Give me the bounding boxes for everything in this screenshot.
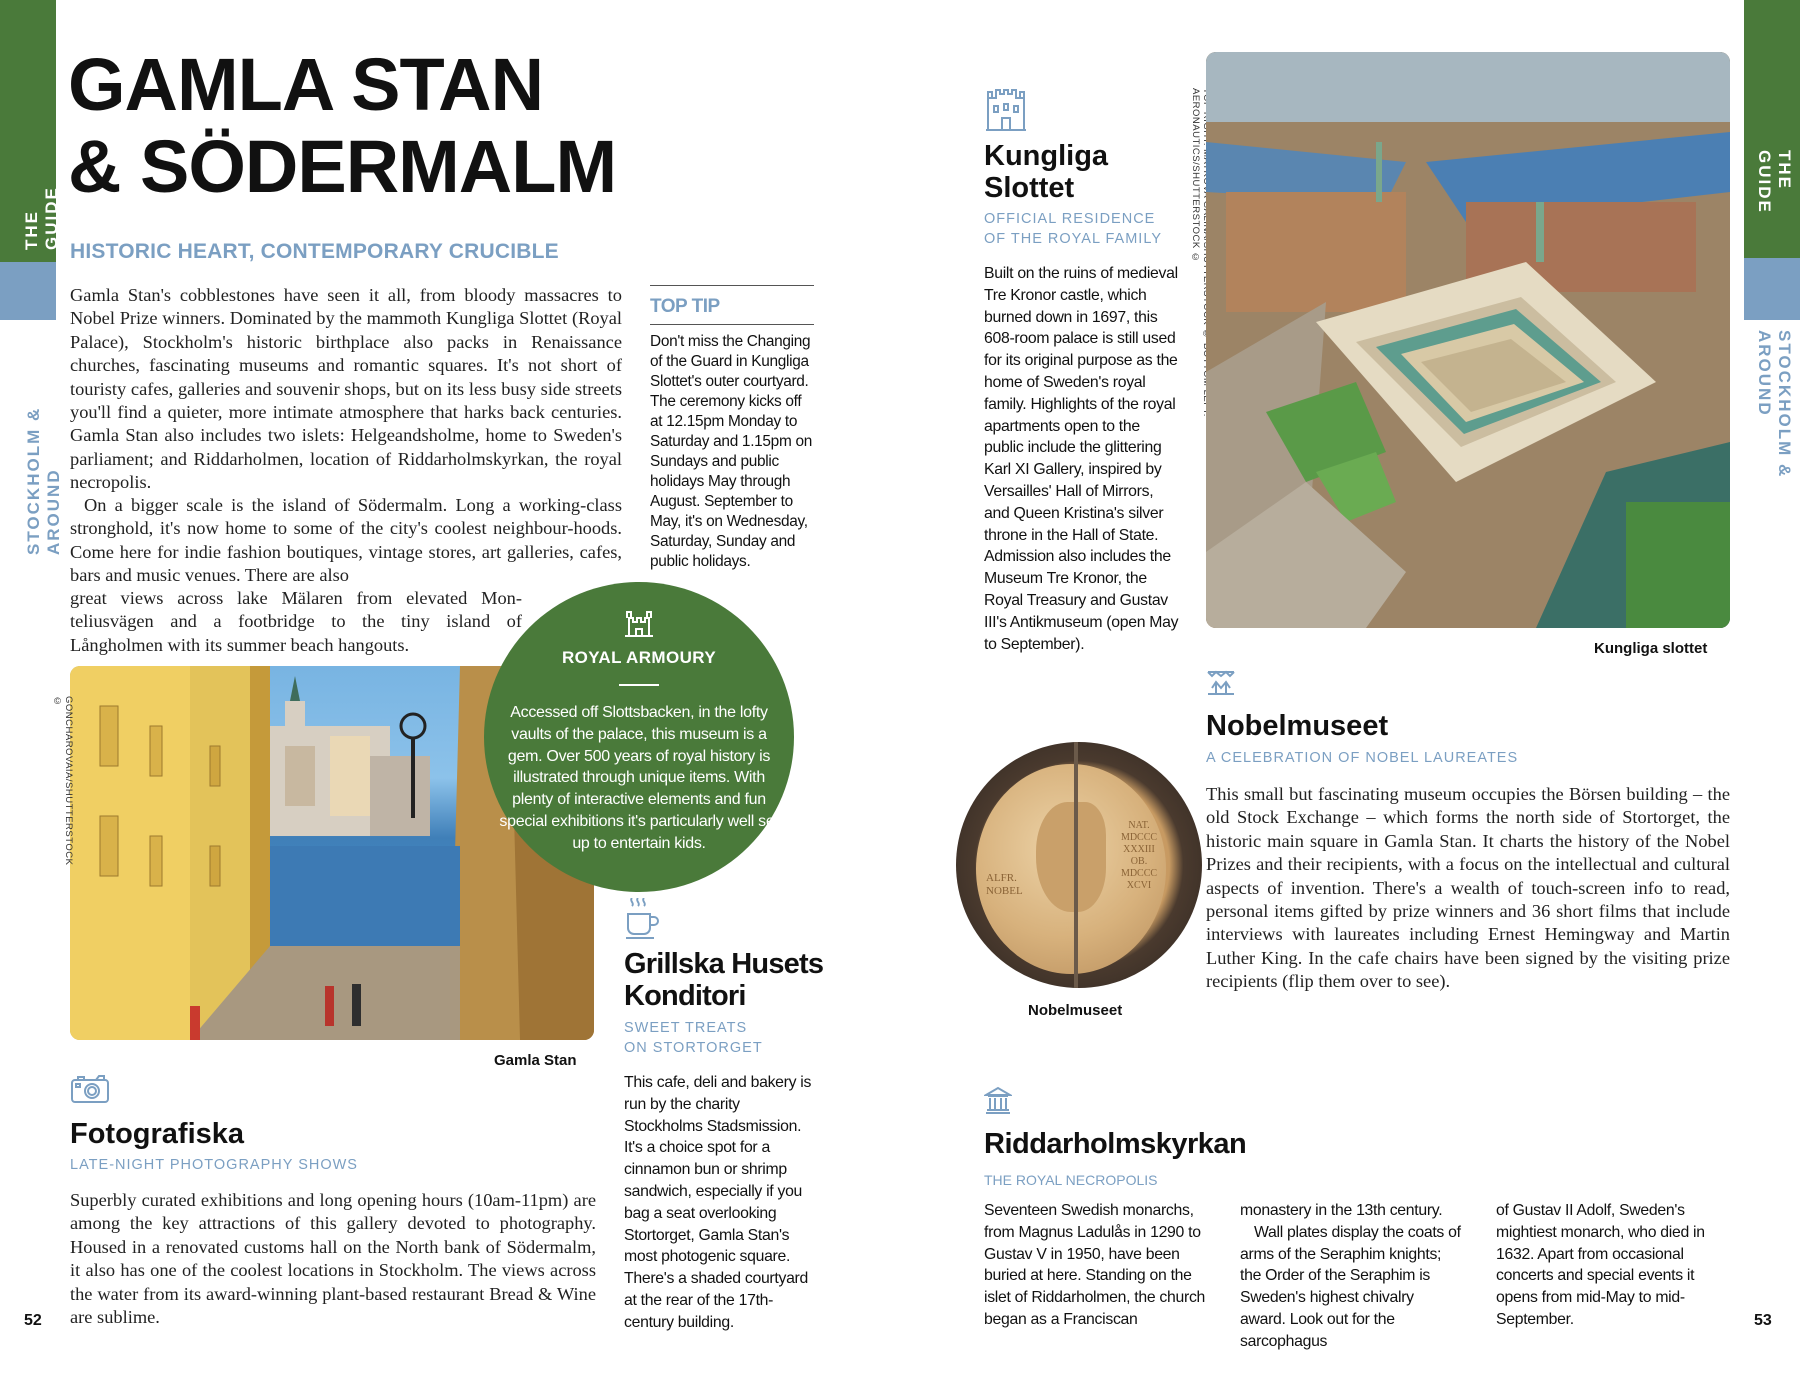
right-region-label: STOCKHOLM & AROUND — [1755, 330, 1794, 479]
page-number-right: 53 — [1754, 1312, 1772, 1329]
coffee-cup-icon — [624, 898, 662, 945]
riddarholm-col-1: Seventeen Swedish monarchs, from Magnus Ladulås in 1290 to Gustav V in 1950, have been buried at here. Standing on the islet of Riddarholmen, the church began as a Franciscan — [984, 1202, 1206, 1328]
kungliga-slottet-photo — [1206, 52, 1730, 628]
nobel-text: This small but fascinating museum occupies the Börsen building – the old Stock Exchange – which forms the north side of Stortorget, the historic main square in Gamla Stan. It charts the history of the Nobel Prizes and their recipients, with a focus on the intellectual and cultural aspects of invention. There's a wealth of touch-screen info to read, personal items gifted by prize winners and 36 short films that include interviews with laureates including Ernest Hemingway and Martin Luther King. In the cafe chairs have been signed by the visiting prize recipients (flip them over to see). — [1206, 784, 1730, 992]
royal-armoury-heading: ROYAL ARMOURY — [561, 648, 717, 667]
royal-armoury-divider — [619, 684, 659, 686]
nobel-subtitle: A CELEBRATION OF NOBEL LAUREATES — [1206, 750, 1519, 766]
kungliga-text: Built on the ruins of medieval Tre Kronor castle, which burned down in 1697, this 608-room palace is still used for its original purpose as the home of Sweden's royal family. Highlights of the royal apartments open to the public include the glittering Karl XI Gallery, inspired by Versailles' Hall of Mirrors, and Queen Kristina's silver throne in the Hall of State. Admission also includes the Museum Tre Kronor, the Royal Treasury and Gustav III's Antikmuseum (open May to September). — [984, 265, 1179, 653]
left-sidebar-region-tab — [0, 262, 56, 320]
palace-icon — [984, 86, 1028, 137]
kungliga-title-line-2: Slottet — [984, 172, 1075, 204]
medal-profile — [1036, 802, 1106, 912]
kungliga-subtitle — [984, 209, 1162, 249]
kungliga-slottet-caption: Kungliga slottet — [1594, 640, 1708, 657]
kungliga-title-line-1: Kungliga — [984, 140, 1109, 172]
nobel-medal-photo — [956, 742, 1202, 988]
riddarholm-col-3: of Gustav II Adolf, Sweden's mightiest monarch, who died in 1632. Apart from occasional concerts and special events it opens from mid-May to mid-September. — [1496, 1202, 1705, 1328]
church-columns-icon — [984, 1086, 1012, 1119]
right-guide-label: THE GUIDE — [1755, 150, 1794, 214]
kungliga-subtitle-line-2: OF THE ROYAL FAMILY — [984, 231, 1162, 247]
right-sidebar-region-tab — [1744, 258, 1800, 320]
left-guide-label: THE GUIDE — [22, 186, 61, 250]
intro-paragraph-2-end: great views across lake Mälaren from elevated Mon-teliusvägen and a footbridge to the tiny island of Långholmen with its summer beach hangouts. — [70, 588, 522, 655]
grillska-subtitle-line-1: SWEET TREATS — [624, 1020, 748, 1036]
intro-paragraph-1: Gamla Stan's cobblestones have seen it all, from bloody massacres to Nobel Prize winners. Dominated by the mammoth Kungliga Slottet (Royal Palace), Stockholm's historic birthplace also packs in Renaissance churches, fascinating museums and romantic squares. It's not short of touristy cafes, galleries and souvenir shops, but on its less busy side streets you'll find a quieter, more intimate atmosphere that harks back centuries. Gamla Stan also includes two islets: Helgeandsholme, home to Sweden's parliament; and Riddarholmen, location of Riddarholmskyrkan, the royal necropolis. — [70, 285, 622, 493]
medal-inscription-name: ALFR. NOBEL — [986, 872, 1023, 897]
riddarholm-subtitle: THE ROYAL NECROPOLIS — [984, 1172, 1158, 1188]
kungliga-title — [984, 140, 1108, 204]
top-tip-box — [650, 285, 814, 572]
medal-ribbon-icon — [1206, 668, 1236, 703]
grillska-subtitle-line-2: ON STORTORGET — [624, 1040, 763, 1056]
page-number-left: 52 — [24, 1312, 42, 1329]
title-line-1: GAMLA STAN — [68, 43, 544, 126]
camera-icon — [70, 1074, 110, 1109]
grillska-title-line-2: Konditori — [624, 980, 746, 1012]
top-tip-heading: TOP TIP — [650, 286, 814, 325]
grillska-text: This cafe, deli and bakery is run by the charity Stockholms Stadsmission. It's a choice spot for a cinnamon bun or shrimp sandwich, especially if you bag a seat overlooking Stortorget, Gamla Stan's most photogenic square. There's a shaded courtyard at the rear of the 17th-century building. — [624, 1074, 812, 1331]
riddarholm-col-2-b: Wall plates display the coats of arms of the Seraphim knights; the Order of the Seraphim is Sweden's highest chivalry award. Look out for the sarcophagus — [1240, 1223, 1461, 1350]
nobel-caption: Nobelmuseet — [1028, 1002, 1123, 1019]
gamla-stan-credit: GONCHAROVAIA/SHUTTERSTOCK © — [52, 696, 74, 866]
medal-inscription-years: NAT. MDCCC XXXIII OB. MDCCC XCVI — [1120, 820, 1158, 891]
medal-door-handle — [1074, 742, 1078, 988]
page-title — [68, 44, 616, 208]
left-region-label: STOCKHOLM & AROUND — [24, 406, 63, 555]
grillska-title-line-1: Grillska Husets — [624, 948, 824, 980]
fotografiska-title: Fotografiska — [70, 1118, 245, 1150]
nobel-title: Nobelmuseet — [1206, 710, 1389, 742]
grillska-subtitle — [624, 1018, 763, 1058]
riddarholm-col-2 — [1240, 1200, 1462, 1353]
palace-photo-credit: AERONAUTICS/SHUTTERSTOCK © — [1190, 88, 1201, 264]
palace-aerial-illustration — [1206, 52, 1730, 628]
gamla-stan-caption: Gamla Stan — [494, 1052, 577, 1069]
castle-icon — [621, 608, 657, 640]
title-line-2: & SÖDERMALM — [68, 125, 617, 208]
royal-armoury-circle — [484, 582, 794, 892]
grillska-title — [624, 948, 823, 1012]
fotografiska-text: Superbly curated exhibitions and long opening hours (10am-11pm) are among the key attractions of this gallery devoted to photography. Housed in a renovated customs hall on the North bank of Södermalm, it also has one of the coolest locations in Stockholm. The views across the water from its award-winning plant-based restaurant Bread & Wine are sublime. — [70, 1190, 596, 1328]
page-subtitle: HISTORIC HEART, CONTEMPORARY CRUCIBLE — [70, 240, 559, 263]
intro-paragraph-2: On a bigger scale is the island of Södermalm. Long a working-class stronghold, it's now home to some of the city's coolest neighbour-hoods. Come here for indie fashion boutiques, vintage stores, art galleries, cafes, bars and music venues. There are also — [70, 495, 622, 586]
royal-armoury-text: Accessed off Slottsbacken, in the lofty vaults of the palace, this museum is a gem. Over 500 years of royal history is illustrated through unique items. With plenty of interactive elements and fun special exhibitions it's particularly well set up to entertain kids. — [499, 704, 779, 852]
riddarholm-col-2-a: monastery in the 13th century. — [1240, 1202, 1443, 1219]
kungliga-subtitle-line-1: OFFICIAL RESIDENCE — [984, 211, 1156, 227]
fotografiska-subtitle: LATE-NIGHT PHOTOGRAPHY SHOWS — [70, 1157, 358, 1173]
riddarholm-title: Riddarholmskyrkan — [984, 1128, 1247, 1160]
top-tip-text: Don't miss the Changing of the Guard in Kungliga Slottet's outer courtyard. The ceremony kicks off at 12.15pm Monday to Saturday and 1.15pm on Sundays and public holidays May through August. September to May, it's on Wednesday, Saturday, Sunday and public holidays. — [650, 333, 812, 570]
